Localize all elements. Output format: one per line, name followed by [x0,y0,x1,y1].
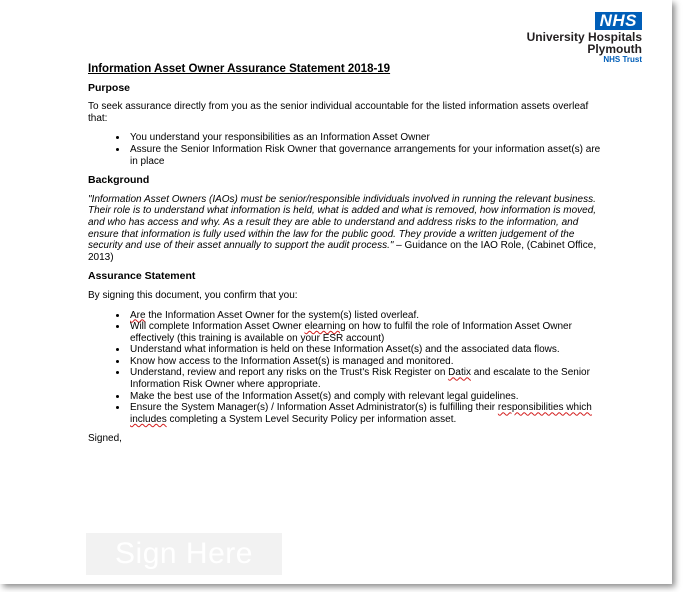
signed-label: Signed, [88,433,122,445]
spellcheck-word: elearning [304,321,346,333]
org-name-line2: Plymouth [587,42,642,56]
assurance-bullet: • Understand what information is held on these Information Asset(s) and the associated data flows. [128,344,608,356]
assurance-bullet: • Make the best use of the Information Asset(s) and comply with relevant legal guidelines. [128,391,608,403]
nhs-logo [527,12,642,65]
org-name-line3: NHS Trust [603,55,642,64]
assurance-intro: By signing this document, you confirm that you: [88,289,298,301]
spellcheck-word: Datix [448,367,471,379]
document-body [88,64,608,453]
spellcheck-word: Are [130,309,146,321]
purpose-bullet: • You understand your responsibilities as an Information Asset Owner [128,132,608,144]
background-citation: – Guidance on the IAO Role, (Cabinet Office, 2013) [88,240,597,263]
org-name-line1: University Hospitals [526,30,642,44]
background-paragraph [88,194,608,264]
bullet-text: and escalate to the Senior Information Risk Owner where appropriate. [130,367,590,391]
assurance-bullet [128,321,608,344]
bullet-text: completing a System Level Security Policy per information asset. [166,413,457,425]
purpose-list [88,132,608,167]
background-quote: "Information Asset Owners (IAOs) must be senior/responsible individuals involved in running the relevant business. Their role is to understand what information is held, what is added and what is removed, how information is moved, and who has access and why. As a result they are able to understand and address risks to the information, and ensure that information is fully used within the law for the public good. They provide a written judgement of the security and use of their asset annually to support the audit process." [88,193,597,252]
purpose-heading: Purpose [88,81,131,94]
bullet-text: the Information Asset Owner for the system(s) listed overleaf. [145,309,420,321]
bullet-text: Will complete Information Asset Owner [130,321,305,333]
assurance-bullet [128,402,608,425]
assurance-bullet: • Know how access to the Information Asset(s) is managed and monitored. [128,356,608,368]
assurance-bullet [128,367,608,390]
nhs-badge: NHS [595,12,642,30]
bullet-text: Understand, review and report any risks on the Trust's Risk Register on [130,367,449,379]
background-heading: Background [88,174,150,187]
bullet-text: Ensure the System Manager(s) / Information Asset Administrator(s) is fulfilling their [130,402,498,414]
document-title: Information Asset Owner Assurance Statement 2018-19 [88,63,391,75]
purpose-bullet: • Assure the Senior Information Risk Owner that governance arrangements for your information asset(s) are in place [128,144,608,167]
assurance-heading: Assurance Statement [88,270,196,283]
sign-here-button[interactable]: Sign Here [86,533,282,575]
assurance-bullet [128,310,608,322]
purpose-intro: To seek assurance directly from you as the senior individual accountable for the listed information assets overleaf that: [88,101,589,124]
spellcheck-word: responsibilities which includes [130,402,592,425]
bullet-text: on how to fulfil the role of Information Asset Owner effectively (this training is available on your ESR account) [130,321,572,344]
assurance-list [88,310,608,426]
